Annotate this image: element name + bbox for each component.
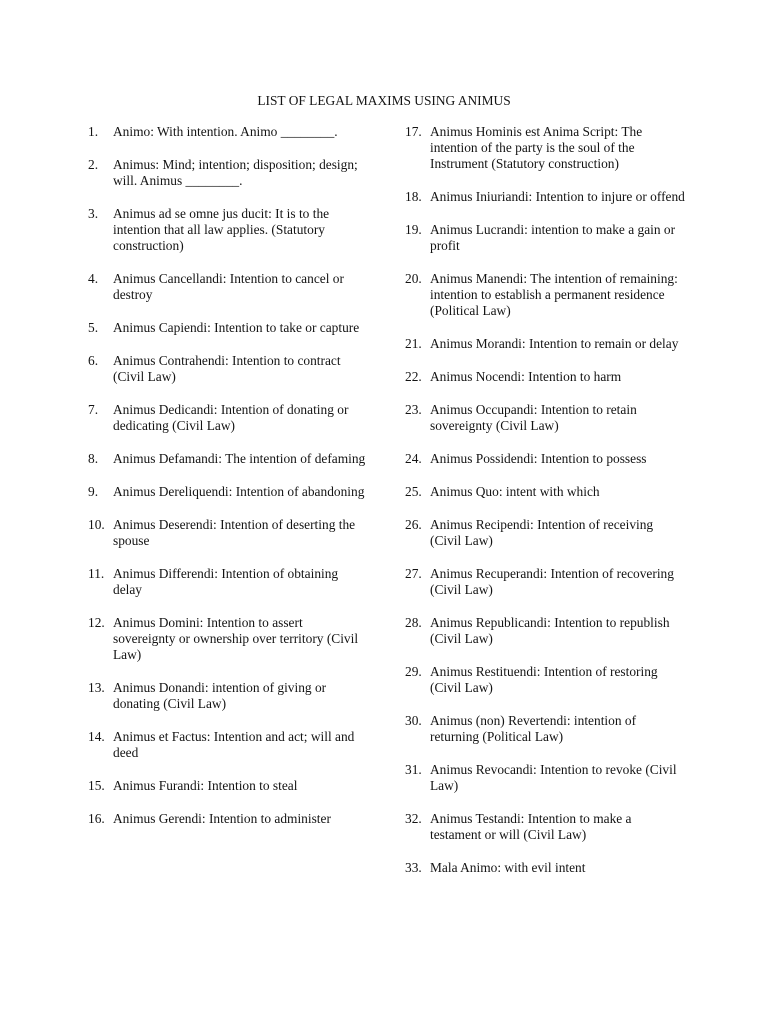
item-number: 24. (405, 451, 422, 466)
item-text: Animus Possidendi: Intention to possess (430, 451, 647, 466)
list-item (405, 615, 685, 647)
list-item (405, 402, 685, 434)
maxims-list-right (405, 124, 685, 876)
item-number: 6. (88, 353, 99, 368)
item-number: 18. (405, 189, 422, 204)
list-item (405, 860, 685, 876)
item-text: Animo: With intention. Animo ________. (113, 124, 338, 139)
item-number: 14. (88, 729, 105, 744)
item-text: Animus ad se omne jus ducit: It is to the intention that all law applies. (Statutory construction) (113, 206, 330, 253)
list-item (88, 271, 368, 303)
list-item (405, 271, 685, 319)
item-text: Animus Gerendi: Intention to administer (113, 811, 331, 826)
item-text: Animus Dedicandi: Intention of donating or dedicating (Civil Law) (113, 402, 349, 433)
list-item (88, 811, 368, 827)
item-text: Animus Recuperandi: Intention of recovering (Civil Law) (430, 566, 674, 597)
item-number: 12. (88, 615, 105, 630)
maxims-list-left (88, 124, 368, 827)
item-text: Animus Defamandi: The intention of defaming (113, 451, 366, 466)
list-item (88, 353, 368, 385)
item-number: 16. (88, 811, 105, 826)
item-text: Animus Testandi: Intention to make a testament or will (Civil Law) (430, 811, 632, 842)
list-item (88, 680, 368, 712)
list-item (88, 157, 368, 189)
item-text: Animus Nocendi: Intention to harm (430, 369, 622, 384)
item-text: Animus Cancellandi: Intention to cancel or destroy (113, 271, 344, 302)
item-text: Animus Restituendi: Intention of restoring (Civil Law) (430, 664, 658, 695)
item-text: Animus Manendi: The intention of remaining: intention to establish a permanent residence (Political Law) (430, 271, 678, 318)
item-number: 32. (405, 811, 422, 826)
maxims-column-right (405, 124, 685, 893)
list-item (405, 484, 685, 500)
maxims-column-left (88, 124, 368, 844)
item-number: 30. (405, 713, 422, 728)
item-number: 7. (88, 402, 99, 417)
item-text: Animus Capiendi: Intention to take or capture (113, 320, 360, 335)
list-item (405, 189, 685, 205)
item-text: Animus Morandi: Intention to remain or delay (430, 336, 679, 351)
list-item (88, 320, 368, 336)
item-number: 15. (88, 778, 105, 793)
list-item (405, 451, 685, 467)
list-item (405, 566, 685, 598)
item-number: 17. (405, 124, 422, 139)
item-number: 2. (88, 157, 99, 172)
item-text: Animus et Factus: Intention and act; will and deed (113, 729, 355, 760)
list-item (405, 664, 685, 696)
item-text: Mala Animo: with evil intent (430, 860, 586, 875)
item-number: 1. (88, 124, 99, 139)
item-number: 26. (405, 517, 422, 532)
list-item (88, 778, 368, 794)
list-item (405, 713, 685, 745)
item-number: 33. (405, 860, 422, 875)
item-number: 29. (405, 664, 422, 679)
list-item (88, 484, 368, 500)
list-item (88, 566, 368, 598)
item-text: Animus Occupandi: Intention to retain sovereignty (Civil Law) (430, 402, 637, 433)
item-number: 21. (405, 336, 422, 351)
item-text: Animus Deserendi: Intention of deserting the spouse (113, 517, 356, 548)
item-text: Animus Differendi: Intention of obtaining delay (113, 566, 339, 597)
list-item (88, 517, 368, 549)
item-text: Animus Dereliquendi: Intention of abandoning (113, 484, 365, 499)
item-number: 31. (405, 762, 422, 777)
item-text: Animus: Mind; intention; disposition; design; will. Animus ________. (113, 157, 358, 188)
item-text: Animus Quo: intent with which (430, 484, 600, 499)
item-number: 23. (405, 402, 422, 417)
item-number: 28. (405, 615, 422, 630)
item-text: Animus Contrahendi: Intention to contract (Civil Law) (113, 353, 341, 384)
list-item (88, 402, 368, 434)
list-item (88, 206, 368, 254)
item-number: 10. (88, 517, 105, 532)
list-item (88, 124, 368, 140)
item-number: 20. (405, 271, 422, 286)
item-text: Animus (non) Revertendi: intention of returning (Political Law) (430, 713, 637, 744)
list-item (88, 615, 368, 663)
item-number: 11. (88, 566, 105, 581)
list-item (405, 124, 685, 172)
item-number: 5. (88, 320, 99, 335)
document-title: LIST OF LEGAL MAXIMS USING ANIMUS (257, 93, 511, 108)
item-number: 3. (88, 206, 99, 221)
item-number: 22. (405, 369, 422, 384)
item-text: Animus Hominis est Anima Script: The intention of the party is the soul of the Instrument (Statutory construction) (430, 124, 643, 171)
item-number: 9. (88, 484, 99, 499)
list-item (405, 336, 685, 352)
list-item (88, 451, 368, 467)
item-number: 4. (88, 271, 99, 286)
item-text: Animus Republicandi: Intention to republish (Civil Law) (430, 615, 670, 646)
item-number: 19. (405, 222, 422, 237)
item-text: Animus Revocandi: Intention to revoke (Civil Law) (430, 762, 677, 793)
list-item (405, 222, 685, 254)
item-number: 27. (405, 566, 422, 581)
list-item (405, 811, 685, 843)
item-number: 13. (88, 680, 105, 695)
item-text: Animus Recipendi: Intention of receiving (Civil Law) (430, 517, 654, 548)
item-text: Animus Lucrandi: intention to make a gain or profit (430, 222, 676, 253)
item-text: Animus Donandi: intention of giving or donating (Civil Law) (113, 680, 327, 711)
list-item (405, 369, 685, 385)
list-item (405, 762, 685, 794)
item-text: Animus Furandi: Intention to steal (113, 778, 298, 793)
list-item (405, 517, 685, 549)
item-text: Animus Iniuriandi: Intention to injure or offend (430, 189, 685, 204)
item-text: Animus Domini: Intention to assert sovereignty or ownership over territory (Civil Law) (113, 615, 359, 662)
item-number: 25. (405, 484, 422, 499)
list-item (88, 729, 368, 761)
item-number: 8. (88, 451, 99, 466)
